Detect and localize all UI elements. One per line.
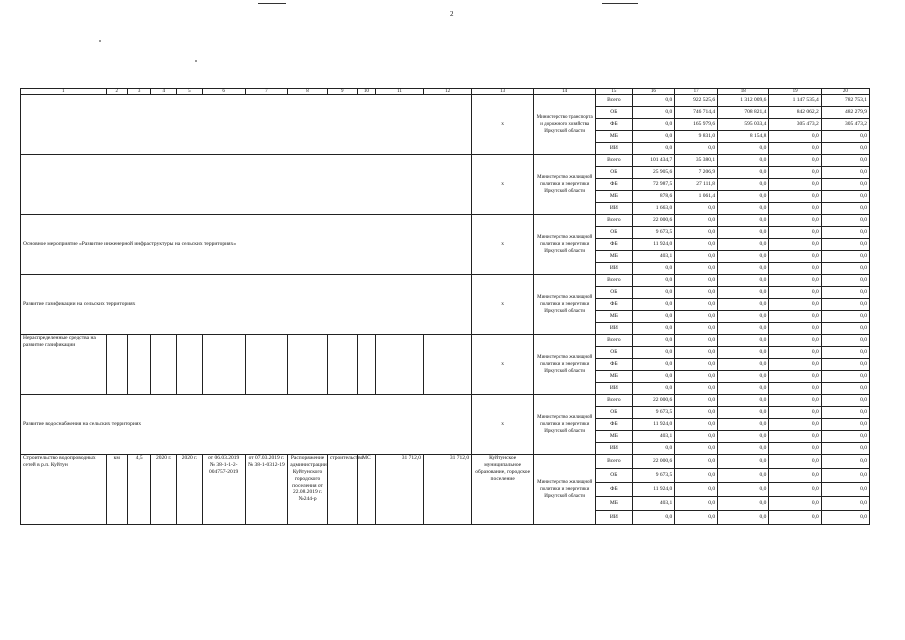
table-row (21, 155, 870, 167)
source-cell: Всего (596, 95, 632, 107)
source-cell: Всего (596, 395, 632, 407)
value-2021: 0,0 (675, 227, 718, 239)
value-2020: 1 663,0 (632, 203, 675, 215)
value-2020: 0,0 (632, 95, 675, 107)
value-2021: 1 061,4 (675, 191, 718, 203)
value-2023: 0,0 (769, 143, 821, 155)
value-2021: 0,0 (675, 299, 718, 311)
value-2023: 0,0 (769, 191, 821, 203)
value-2024: 0,0 (821, 215, 869, 227)
column-number: 9 (327, 89, 357, 95)
empty-cell (375, 335, 423, 395)
value-2021: 0,0 (675, 443, 718, 455)
value-2020: 11 924,0 (632, 239, 675, 251)
value-2023: 0,0 (769, 443, 821, 455)
value-2024: 0,0 (821, 443, 869, 455)
empty-cell (288, 335, 328, 395)
value-2021: 0,0 (675, 323, 718, 335)
value-2023: 0,0 (769, 287, 821, 299)
value-2020: 0,0 (632, 287, 675, 299)
unit-cell: км (106, 455, 127, 525)
column-number: 19 (769, 89, 821, 95)
value-2020: 25 905,6 (632, 167, 675, 179)
value-2024: 782 753,1 (821, 95, 869, 107)
section-label: Нераспределенные средства на развитие газификации (21, 335, 107, 395)
expertise-cell: от 06.03.2019 № 38-1-1-2-004757-2019 (202, 455, 245, 525)
column-number: 10 (357, 89, 375, 95)
column-number: 17 (675, 89, 718, 95)
value-2020: 403,1 (632, 431, 675, 443)
value-2022: 0,0 (718, 455, 769, 469)
column-number: 12 (424, 89, 472, 95)
section-label: Развитие водоснабжения на сельских территориях (21, 395, 472, 455)
value-2021: 0,0 (675, 239, 718, 251)
empty-cell (106, 335, 127, 395)
start-year: 2020 г. (151, 455, 177, 525)
value-2021: 0,0 (675, 511, 718, 525)
value-2020: 0,0 (632, 119, 675, 131)
value-2021: 0,0 (675, 347, 718, 359)
value-2024: 305 473,2 (821, 119, 869, 131)
empty-cell (151, 335, 177, 395)
value-2024: 0,0 (821, 131, 869, 143)
column-number: 16 (632, 89, 675, 95)
column-number: 1 (21, 89, 107, 95)
source-cell: ОБ (596, 227, 632, 239)
value-2023: 0,0 (769, 335, 821, 347)
value-2022: 0,0 (718, 311, 769, 323)
value-2024: 0,0 (821, 395, 869, 407)
value-2023: 0,0 (769, 483, 821, 497)
value-2024: 0,0 (821, 483, 869, 497)
source-cell: ИИ (596, 511, 632, 525)
value-2020: 0,0 (632, 371, 675, 383)
column-number: 11 (375, 89, 423, 95)
source-cell: МБ (596, 131, 632, 143)
value-2023: 0,0 (769, 455, 821, 469)
table-row (21, 335, 870, 347)
column-number: 5 (177, 89, 203, 95)
source-cell: Всего (596, 455, 632, 469)
value-2022: 0,0 (718, 323, 769, 335)
source-cell: МБ (596, 497, 632, 511)
value-2020: 0,0 (632, 347, 675, 359)
section-label: Основное мероприятие «Развитие инженерной инфраструктуры на сельских территориях» (21, 215, 472, 275)
value-2020: 0,0 (632, 511, 675, 525)
value-2021: 9 831,0 (675, 131, 718, 143)
source-cell: ОБ (596, 107, 632, 119)
value-2024: 0,0 (821, 371, 869, 383)
value-2020: 0,0 (632, 323, 675, 335)
column-number: 13 (472, 89, 534, 95)
source-cell: МБ (596, 431, 632, 443)
end-year: 2020 г. (177, 455, 203, 525)
scan-speck (99, 40, 101, 42)
source-cell: ИИ (596, 443, 632, 455)
source-cell: ОБ (596, 469, 632, 483)
value-2021: 0,0 (675, 395, 718, 407)
value-2020: 878,6 (632, 191, 675, 203)
source-cell: Всего (596, 275, 632, 287)
value-2020: 22 000,6 (632, 455, 675, 469)
ministry-cell: Министерство транспорта и дорожного хозяйства Иркутской области (534, 95, 596, 155)
value-2023: 842 062,2 (769, 107, 821, 119)
value-2023: 0,0 (769, 511, 821, 525)
section-label (21, 95, 472, 155)
value-2022: 0,0 (718, 143, 769, 155)
column-number: 18 (718, 89, 769, 95)
value-2024: 0,0 (821, 287, 869, 299)
value-2023: 0,0 (769, 239, 821, 251)
column-number: 4 (151, 89, 177, 95)
value-2023: 0,0 (769, 155, 821, 167)
scan-mark-top-left (258, 3, 286, 4)
value-2022: 0,0 (718, 383, 769, 395)
value-2022: 0,0 (718, 497, 769, 511)
value-2021: 0,0 (675, 407, 718, 419)
value-2021: 0,0 (675, 419, 718, 431)
value-2024: 0,0 (821, 359, 869, 371)
source-cell: ФБ (596, 119, 632, 131)
source-cell: ОБ (596, 287, 632, 299)
value-2024: 0,0 (821, 323, 869, 335)
capacity-cell: 4,5 (127, 455, 151, 525)
value-2022: 0,0 (718, 371, 769, 383)
value-2024: 0,0 (821, 227, 869, 239)
value-2024: 482 279,9 (821, 107, 869, 119)
value-2021: 0,0 (675, 335, 718, 347)
value-2021: 0,0 (675, 311, 718, 323)
value-2024: 0,0 (821, 203, 869, 215)
value-2020: 22 000,6 (632, 215, 675, 227)
value-2022: 708 821,4 (718, 107, 769, 119)
source-cell: ИИ (596, 143, 632, 155)
value-2024: 0,0 (821, 347, 869, 359)
value-2023: 0,0 (769, 469, 821, 483)
value-2023: 0,0 (769, 263, 821, 275)
value-2023: 0,0 (769, 359, 821, 371)
value-2020: 22 000,6 (632, 395, 675, 407)
value-2021: 35 380,1 (675, 155, 718, 167)
value-2020: 0,0 (632, 335, 675, 347)
value-2023: 0,0 (769, 275, 821, 287)
value-2022: 0,0 (718, 215, 769, 227)
column-number: 20 (821, 89, 869, 95)
value-2023: 305 473,2 (769, 119, 821, 131)
value-2020: 403,1 (632, 251, 675, 263)
value-2023: 0,0 (769, 203, 821, 215)
source-cell: ФБ (596, 419, 632, 431)
value-2023: 0,0 (769, 395, 821, 407)
value-2023: 0,0 (769, 215, 821, 227)
source-cell: ОБ (596, 347, 632, 359)
value-2022: 0,0 (718, 155, 769, 167)
empty-cell (245, 335, 288, 395)
value-2024: 0,0 (821, 455, 869, 469)
source-cell: ФБ (596, 239, 632, 251)
x-marker: х (472, 215, 534, 275)
value-2023: 0,0 (769, 227, 821, 239)
value-2021: 0,0 (675, 455, 718, 469)
value-2021: 0,0 (675, 275, 718, 287)
value-2020: 0,0 (632, 359, 675, 371)
value-2024: 0,0 (821, 469, 869, 483)
decree-cell: Распоряжение администрации Куйтунского городского поселения от 22.08.2019 г. №244-р (288, 455, 328, 525)
value-2022: 0,0 (718, 407, 769, 419)
value-2024: 0,0 (821, 155, 869, 167)
empty-cell (127, 335, 151, 395)
value-2022: 0,0 (718, 263, 769, 275)
column-number: 6 (202, 89, 245, 95)
value-2020: 72 987,5 (632, 179, 675, 191)
value-2021: 0,0 (675, 383, 718, 395)
scan-mark-top-right (602, 3, 638, 4)
value-2021: 0,0 (675, 359, 718, 371)
value-2020: 0,0 (632, 143, 675, 155)
source-cell: Всего (596, 215, 632, 227)
value-2023: 0,0 (769, 299, 821, 311)
value-2020: 0,0 (632, 311, 675, 323)
value-2023: 0,0 (769, 407, 821, 419)
ministry-cell: Министерство жилищной политики и энергетики Иркутской области (534, 455, 596, 525)
value-2022: 0,0 (718, 511, 769, 525)
value-2024: 0,0 (821, 407, 869, 419)
source-cell: ИИ (596, 383, 632, 395)
value-2021: 0,0 (675, 483, 718, 497)
ministry-cell: Министерство жилищной политики и энергетики Иркутской области (534, 275, 596, 335)
value-2023: 0,0 (769, 431, 821, 443)
value-2020: 0,0 (632, 299, 675, 311)
table-row (21, 215, 870, 227)
empty-cell (202, 335, 245, 395)
value-2024: 0,0 (821, 511, 869, 525)
value-2022: 0,0 (718, 347, 769, 359)
value-2021: 0,0 (675, 497, 718, 511)
value-2022: 0,0 (718, 191, 769, 203)
value-2022: 0,0 (718, 179, 769, 191)
value-2020: 403,1 (632, 497, 675, 511)
value-2023: 0,0 (769, 347, 821, 359)
source-cell: ИИ (596, 263, 632, 275)
value-2023: 0,0 (769, 419, 821, 431)
ministry-cell: Министерство жилищной политики и энергетики Иркутской области (534, 215, 596, 275)
value-2020: 11 924,0 (632, 419, 675, 431)
page-number: 2 (450, 10, 454, 18)
table-row (21, 275, 870, 287)
source-cell: ФБ (596, 179, 632, 191)
x-marker: х (472, 275, 534, 335)
value-2022: 0,0 (718, 419, 769, 431)
column-number: 8 (288, 89, 328, 95)
value-2023: 0,0 (769, 323, 821, 335)
value-2022: 8 154,8 (718, 131, 769, 143)
value-2022: 0,0 (718, 443, 769, 455)
value-2021: 0,0 (675, 469, 718, 483)
table-row (21, 395, 870, 407)
value-2022: 0,0 (718, 239, 769, 251)
x-marker: х (472, 155, 534, 215)
source-cell: ФБ (596, 483, 632, 497)
value-2020: 9 673,5 (632, 469, 675, 483)
value-2021: 0,0 (675, 287, 718, 299)
value-2020: 0,0 (632, 383, 675, 395)
value-2023: 0,0 (769, 251, 821, 263)
section-label (21, 155, 472, 215)
source-cell: ИИ (596, 323, 632, 335)
value-2024: 0,0 (821, 179, 869, 191)
value-2020: 9 673,5 (632, 227, 675, 239)
value-2022: 0,0 (718, 431, 769, 443)
ministry-cell: Министерство жилищной политики и энергетики Иркутской области (534, 155, 596, 215)
value-2022: 595 033,4 (718, 119, 769, 131)
budget-table (20, 88, 870, 525)
x-marker: х (472, 395, 534, 455)
x-marker: х (472, 335, 534, 395)
value-2022: 0,0 (718, 203, 769, 215)
ministry-cell: Министерство жилищной политики и энергетики Иркутской области (534, 335, 596, 395)
value-2020: 101 434,7 (632, 155, 675, 167)
empty-cell (357, 335, 375, 395)
value-2024: 0,0 (821, 263, 869, 275)
value-2023: 0,0 (769, 497, 821, 511)
source-cell: ОБ (596, 407, 632, 419)
value-2021: 0,0 (675, 371, 718, 383)
x-marker: х (472, 95, 534, 155)
value-2024: 0,0 (821, 431, 869, 443)
value-2020: 0,0 (632, 275, 675, 287)
value-2020: 0,0 (632, 263, 675, 275)
value-2024: 0,0 (821, 383, 869, 395)
value-2022: 0,0 (718, 335, 769, 347)
value-2021: 0,0 (675, 215, 718, 227)
table-row (21, 95, 870, 107)
source-cell: МБ (596, 191, 632, 203)
value-2024: 0,0 (821, 275, 869, 287)
value-2023: 0,0 (769, 311, 821, 323)
ministry-cell: Министерство жилищной политики и энергетики Иркутской области (534, 395, 596, 455)
source-cell: Всего (596, 155, 632, 167)
source-cell: МБ (596, 311, 632, 323)
source-cell: ОБ (596, 167, 632, 179)
value-2022: 0,0 (718, 167, 769, 179)
value-2020: 9 673,5 (632, 407, 675, 419)
table-row (21, 455, 870, 469)
value-2024: 0,0 (821, 311, 869, 323)
price-check-cell: от 07.03.2019 г. № 38-1-0312-19 (245, 455, 288, 525)
scan-speck (195, 60, 197, 62)
section-label: Развитие газификации на сельских территориях (21, 275, 472, 335)
cost-cell: 31 712,0 (424, 455, 472, 525)
value-2021: 27 111,8 (675, 179, 718, 191)
value-2024: 0,0 (821, 299, 869, 311)
value-2023: 0,0 (769, 131, 821, 143)
value-2020: 0,0 (632, 131, 675, 143)
value-2021: 0,0 (675, 203, 718, 215)
value-2022: 0,0 (718, 287, 769, 299)
empty-cell (327, 335, 357, 395)
source-cell: МБ (596, 371, 632, 383)
ownership-cell: МС (357, 455, 375, 525)
value-2024: 0,0 (821, 239, 869, 251)
source-cell: МБ (596, 251, 632, 263)
column-number: 7 (245, 89, 288, 95)
value-2021: 165 979,6 (675, 119, 718, 131)
source-cell: ИИ (596, 203, 632, 215)
value-2023: 0,0 (769, 371, 821, 383)
value-2021: 746 714,4 (675, 107, 718, 119)
value-2021: 0,0 (675, 143, 718, 155)
value-2023: 1 147 535,4 (769, 95, 821, 107)
value-2024: 0,0 (821, 143, 869, 155)
column-number: 14 (534, 89, 596, 95)
column-number: 3 (127, 89, 151, 95)
cost-cell: 31 712,0 (375, 455, 423, 525)
value-2021: 7 206,9 (675, 167, 718, 179)
empty-cell (424, 335, 472, 395)
type-cell: строительство (327, 455, 357, 525)
project-name: Строительство водопроводных сетей в р.п. Куйтун (21, 455, 107, 525)
value-2023: 0,0 (769, 167, 821, 179)
column-number: 2 (106, 89, 127, 95)
empty-cell (177, 335, 203, 395)
value-2020: 11 924,0 (632, 483, 675, 497)
value-2024: 0,0 (821, 191, 869, 203)
value-2022: 0,0 (718, 395, 769, 407)
value-2024: 0,0 (821, 251, 869, 263)
value-2024: 0,0 (821, 497, 869, 511)
source-cell: ФБ (596, 359, 632, 371)
value-2022: 0,0 (718, 483, 769, 497)
value-2024: 0,0 (821, 167, 869, 179)
municipality-cell: Куйтунское муниципальное образование, городское поселение (472, 455, 534, 525)
column-number: 15 (596, 89, 632, 95)
value-2022: 0,0 (718, 251, 769, 263)
value-2021: 0,0 (675, 263, 718, 275)
source-cell: ФБ (596, 299, 632, 311)
value-2023: 0,0 (769, 383, 821, 395)
value-2020: 0,0 (632, 443, 675, 455)
value-2022: 0,0 (718, 359, 769, 371)
value-2022: 1 312 009,6 (718, 95, 769, 107)
value-2022: 0,0 (718, 469, 769, 483)
value-2023: 0,0 (769, 179, 821, 191)
value-2020: 0,0 (632, 107, 675, 119)
value-2024: 0,0 (821, 419, 869, 431)
value-2021: 0,0 (675, 251, 718, 263)
value-2022: 0,0 (718, 227, 769, 239)
value-2021: 0,0 (675, 431, 718, 443)
value-2022: 0,0 (718, 299, 769, 311)
value-2022: 0,0 (718, 275, 769, 287)
value-2021: 922 525,6 (675, 95, 718, 107)
value-2024: 0,0 (821, 335, 869, 347)
source-cell: Всего (596, 335, 632, 347)
